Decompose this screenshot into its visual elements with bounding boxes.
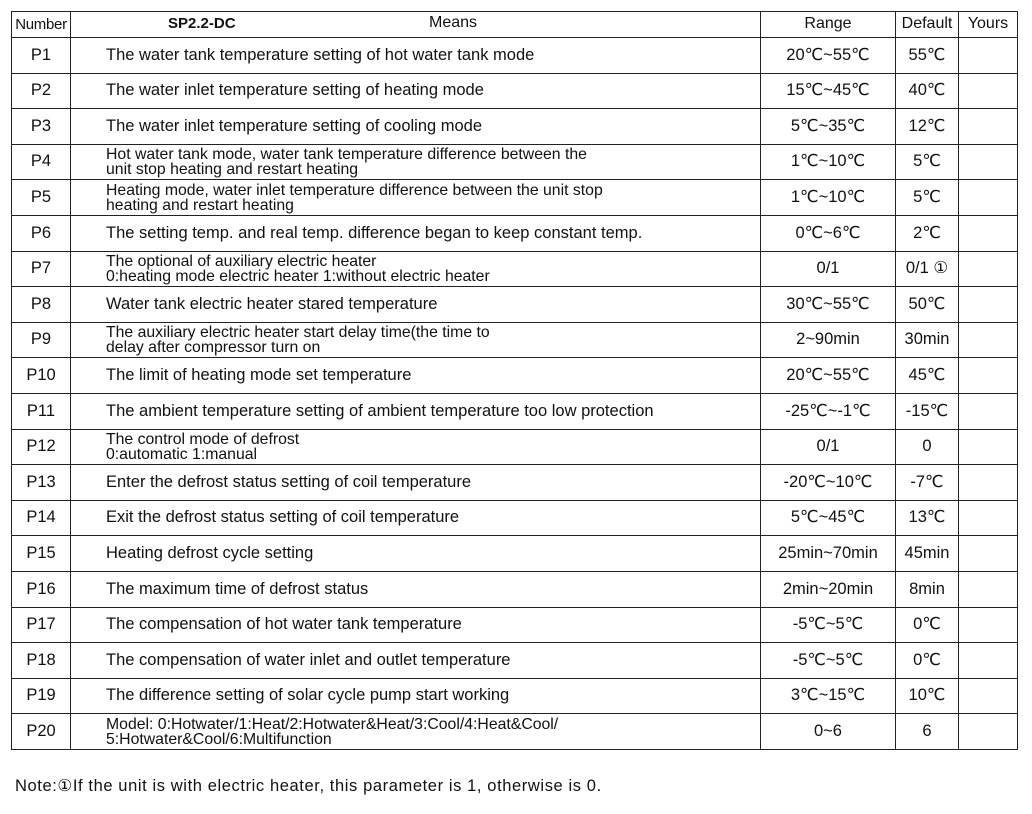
param-number: P19	[12, 678, 71, 714]
param-default: 8min	[896, 571, 959, 607]
param-yours[interactable]	[959, 607, 1018, 643]
param-means	[71, 358, 761, 394]
param-yours[interactable]	[959, 536, 1018, 572]
param-means	[71, 38, 761, 74]
table-row	[12, 500, 1018, 536]
param-default: 30min	[896, 322, 959, 358]
param-means	[71, 500, 761, 536]
param-yours[interactable]	[959, 144, 1018, 180]
param-default: 0℃	[896, 607, 959, 643]
param-means	[71, 180, 761, 216]
means-line: The water inlet temperature setting of heating mode	[106, 81, 484, 100]
param-yours[interactable]	[959, 714, 1018, 750]
param-number: P12	[12, 429, 71, 465]
header-model: SP2.2-DC	[168, 15, 236, 32]
means-line: The ambient temperature setting of ambient temperature too low protection	[106, 401, 654, 420]
param-default: 50℃	[896, 287, 959, 323]
means-line: heating and restart heating	[106, 196, 294, 214]
param-number: P4	[12, 144, 71, 180]
param-yours[interactable]	[959, 500, 1018, 536]
table-row	[12, 251, 1018, 287]
param-default: 55℃	[896, 38, 959, 74]
param-number: P17	[12, 607, 71, 643]
header-means: Means	[429, 14, 478, 31]
param-number: P6	[12, 215, 71, 251]
param-yours[interactable]	[959, 38, 1018, 74]
param-range: 1℃~10℃	[761, 180, 896, 216]
table-row	[12, 358, 1018, 394]
table-row	[12, 73, 1018, 109]
param-range: 3℃~15℃	[761, 678, 896, 714]
param-number: P9	[12, 322, 71, 358]
means-line: The auxiliary electric heater start delay time(the time to	[106, 324, 490, 342]
means-line: Water tank electric heater stared temperature	[106, 294, 438, 313]
param-default: 10℃	[896, 678, 959, 714]
param-yours[interactable]	[959, 393, 1018, 429]
param-means	[71, 322, 761, 358]
header-default: Default	[896, 12, 959, 38]
param-means	[71, 678, 761, 714]
param-yours[interactable]	[959, 429, 1018, 465]
header-yours: Yours	[959, 12, 1018, 38]
param-default: 5℃	[896, 180, 959, 216]
param-number: P18	[12, 643, 71, 679]
means-line: The control mode of defrost	[106, 430, 300, 448]
param-range: 0/1	[761, 251, 896, 287]
param-default: 5℃	[896, 144, 959, 180]
param-means	[71, 643, 761, 679]
param-range: 15℃~45℃	[761, 73, 896, 109]
means-line: The maximum time of defrost status	[106, 579, 369, 598]
parameter-table	[11, 11, 1018, 750]
param-range: 20℃~55℃	[761, 38, 896, 74]
means-line: 5:Hotwater&Cool/6:Multifunction	[106, 730, 332, 748]
param-range: 0℃~6℃	[761, 215, 896, 251]
header-means-cell	[71, 12, 761, 38]
param-number: P16	[12, 571, 71, 607]
param-means	[71, 714, 761, 750]
param-default: 6	[896, 714, 959, 750]
param-range: 20℃~55℃	[761, 358, 896, 394]
param-yours[interactable]	[959, 358, 1018, 394]
param-means	[71, 144, 761, 180]
param-number: P1	[12, 38, 71, 74]
means-line: The water tank temperature setting of hot water tank mode	[106, 45, 535, 64]
means-line: unit stop heating and restart heating	[106, 161, 359, 179]
param-number: P3	[12, 109, 71, 145]
param-means	[71, 73, 761, 109]
means-line: Heating defrost cycle setting	[106, 543, 314, 562]
header-range: Range	[761, 12, 896, 38]
param-yours[interactable]	[959, 73, 1018, 109]
means-line: The water inlet temperature setting of cooling mode	[106, 116, 483, 135]
param-default: 45℃	[896, 358, 959, 394]
table-row	[12, 429, 1018, 465]
means-line: The setting temp. and real temp. difference began to keep constant temp.	[106, 223, 643, 242]
footnote: Note:①If the unit is with electric heater, this parameter is 1, otherwise is 0.	[15, 777, 602, 795]
param-yours[interactable]	[959, 643, 1018, 679]
param-range: 2~90min	[761, 322, 896, 358]
param-means	[71, 429, 761, 465]
table-row	[12, 180, 1018, 216]
means-line: Hot water tank mode, water tank temperature difference between the	[106, 146, 587, 164]
param-default: -7℃	[896, 465, 959, 501]
param-default: 0℃	[896, 643, 959, 679]
table-row	[12, 393, 1018, 429]
param-means	[71, 215, 761, 251]
param-means	[71, 251, 761, 287]
param-yours[interactable]	[959, 287, 1018, 323]
param-range: -20℃~10℃	[761, 465, 896, 501]
param-range: 0/1	[761, 429, 896, 465]
table-row	[12, 643, 1018, 679]
param-number: P11	[12, 393, 71, 429]
means-line: Model: 0:Hotwater/1:Heat/2:Hotwater&Heat/3:Cool/4:Heat&Cool/	[106, 715, 559, 733]
param-default: 0	[896, 429, 959, 465]
param-range: 5℃~45℃	[761, 500, 896, 536]
table-row	[12, 215, 1018, 251]
table-row	[12, 678, 1018, 714]
param-means	[71, 465, 761, 501]
means-line: The compensation of water inlet and outlet temperature	[106, 650, 511, 669]
table-row	[12, 536, 1018, 572]
header-number: Number	[12, 12, 71, 38]
param-yours[interactable]	[959, 678, 1018, 714]
means-line: Exit the defrost status setting of coil temperature	[106, 508, 460, 527]
param-means	[71, 109, 761, 145]
param-range: 5℃~35℃	[761, 109, 896, 145]
means-line: The compensation of hot water tank temperature	[106, 615, 462, 634]
param-means	[71, 287, 761, 323]
means-line: The optional of auxiliary electric heater	[106, 252, 377, 270]
param-range: 0~6	[761, 714, 896, 750]
param-number: P2	[12, 73, 71, 109]
param-yours[interactable]	[959, 465, 1018, 501]
table-body	[12, 38, 1018, 750]
param-number: P5	[12, 180, 71, 216]
means-line: Heating mode, water inlet temperature difference between the unit stop	[106, 181, 603, 199]
table-row	[12, 465, 1018, 501]
param-range: 25min~70min	[761, 536, 896, 572]
param-range: 2min~20min	[761, 571, 896, 607]
table-row	[12, 714, 1018, 750]
table-row	[12, 571, 1018, 607]
param-yours[interactable]	[959, 109, 1018, 145]
table-row	[12, 109, 1018, 145]
param-yours[interactable]	[959, 251, 1018, 287]
param-number: P10	[12, 358, 71, 394]
param-number: P15	[12, 536, 71, 572]
table-header-row	[12, 12, 1018, 38]
means-line: delay after compressor turn on	[106, 339, 321, 357]
means-line: The limit of heating mode set temperature	[106, 365, 412, 384]
param-yours[interactable]	[959, 180, 1018, 216]
param-default: 13℃	[896, 500, 959, 536]
param-means	[71, 571, 761, 607]
param-number: P13	[12, 465, 71, 501]
param-default: 12℃	[896, 109, 959, 145]
param-default: 0/1 ①	[896, 251, 959, 287]
table-row	[12, 38, 1018, 74]
table-row	[12, 287, 1018, 323]
param-default: 45min	[896, 536, 959, 572]
param-default: -15℃	[896, 393, 959, 429]
means-line: 0:automatic 1:manual	[106, 445, 258, 463]
param-range: 30℃~55℃	[761, 287, 896, 323]
param-range: -5℃~5℃	[761, 643, 896, 679]
param-means	[71, 607, 761, 643]
param-range: -5℃~5℃	[761, 607, 896, 643]
param-default: 2℃	[896, 215, 959, 251]
table-row	[12, 322, 1018, 358]
means-line: 0:heating mode electric heater 1:without electric heater	[106, 267, 490, 285]
means-line: Enter the defrost status setting of coil temperature	[106, 472, 472, 491]
means-line: The difference setting of solar cycle pump start working	[106, 686, 510, 705]
param-yours[interactable]	[959, 571, 1018, 607]
param-number: P20	[12, 714, 71, 750]
param-range: -25℃~-1℃	[761, 393, 896, 429]
param-number: P8	[12, 287, 71, 323]
param-means	[71, 536, 761, 572]
param-number: P7	[12, 251, 71, 287]
param-means	[71, 393, 761, 429]
table-row	[12, 144, 1018, 180]
param-default: 40℃	[896, 73, 959, 109]
table-row	[12, 607, 1018, 643]
param-yours[interactable]	[959, 215, 1018, 251]
param-yours[interactable]	[959, 322, 1018, 358]
param-range: 1℃~10℃	[761, 144, 896, 180]
param-number: P14	[12, 500, 71, 536]
